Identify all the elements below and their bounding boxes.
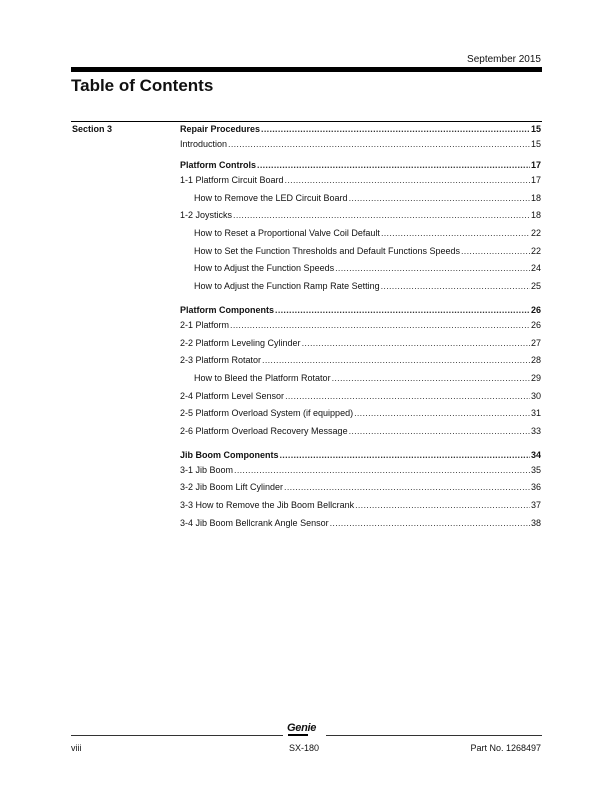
toc-entry[interactable] (180, 373, 541, 391)
toc-entry[interactable] (180, 338, 541, 356)
part-number: Part No. 1268497 (470, 743, 541, 753)
toc-entry-label: How to Bleed the Platform Rotator (194, 372, 331, 383)
toc-entry-label: 2-4 Platform Level Sensor (180, 390, 285, 401)
dot-leader (302, 338, 530, 349)
toc-entry-page: 17 (530, 175, 541, 185)
toc-entry[interactable] (180, 305, 541, 320)
toc-entry[interactable] (180, 355, 541, 373)
toc-entry[interactable] (180, 426, 541, 444)
toc-entry-label: Repair Procedures (180, 124, 261, 134)
toc-entry[interactable] (180, 263, 541, 281)
toc-entry[interactable] (180, 391, 541, 409)
toc-entry-page: 35 (530, 464, 541, 475)
toc-entry-page: 15 (530, 124, 541, 134)
toc-entry-page: 22 (530, 228, 541, 239)
toc-entry[interactable] (180, 175, 541, 193)
toc-entry-page: 15 (530, 139, 541, 149)
dot-leader (234, 465, 530, 476)
toc-entry[interactable] (180, 482, 541, 500)
toc-entry-label: 3-4 Jib Boom Bellcrank Angle Sensor (180, 517, 329, 528)
toc-entry-page: 26 (530, 304, 541, 315)
toc-entry-page: 28 (530, 355, 541, 366)
toc-entry-label: 3-3 How to Remove the Jib Boom Bellcrank (180, 500, 355, 510)
dot-leader (354, 408, 530, 419)
toc-entry[interactable] (180, 465, 541, 483)
dot-leader (285, 391, 530, 402)
toc-entry[interactable] (180, 228, 541, 246)
toc-entry-page: 24 (530, 263, 541, 274)
header-date: September 2015 (467, 54, 541, 65)
dot-leader (280, 450, 530, 461)
dot-leader (262, 355, 530, 366)
toc-entry-page: 18 (530, 210, 541, 221)
toc-entry[interactable] (180, 210, 541, 228)
toc-entry-page: 25 (530, 281, 541, 292)
toc-entry[interactable] (180, 124, 541, 139)
footer-rule-left (71, 735, 283, 736)
toc-entry-label: Platform Controls (180, 160, 257, 170)
toc-entry-page: 37 (530, 500, 541, 510)
toc-entry-page: 31 (530, 408, 541, 419)
dot-leader (285, 175, 530, 186)
page-title: Table of Contents (71, 76, 214, 95)
toc-entry-label: 3-1 Jib Boom (180, 464, 234, 475)
dot-leader (233, 210, 530, 221)
toc-entry[interactable] (180, 193, 541, 211)
toc-entry-label: How to Remove the LED Circuit Board (194, 192, 348, 203)
toc-entry-label: 1-1 Platform Circuit Board (180, 175, 284, 185)
toc-entry-label: How to Set the Function Thresholds and Default Functions Speeds (194, 245, 460, 256)
toc-entry[interactable] (180, 320, 541, 338)
toc-list (180, 124, 541, 535)
toc-entry[interactable] (180, 450, 541, 465)
header-bar (71, 67, 542, 72)
dot-leader (228, 139, 530, 150)
toc-entry[interactable] (180, 160, 541, 175)
footer-rule-right (326, 735, 542, 736)
toc-entry-page: 22 (530, 245, 541, 256)
dot-leader (335, 263, 530, 274)
dot-leader (284, 482, 530, 493)
dot-leader (355, 500, 530, 511)
toc-entry-label: How to Reset a Proportional Valve Coil Default (194, 228, 380, 239)
toc-entry-label: Introduction (180, 139, 228, 149)
toc-entry[interactable] (180, 281, 541, 299)
toc-entry-label: Jib Boom Components (180, 449, 279, 460)
toc-entry[interactable] (180, 518, 541, 536)
toc-entry-label: 2-5 Platform Overload System (if equipped) (180, 408, 354, 419)
toc-entry-label: 2-1 Platform (180, 319, 230, 330)
toc-entry-page: 17 (530, 160, 541, 170)
toc-entry[interactable] (180, 139, 541, 154)
model-name: SX-180 (289, 743, 320, 753)
toc-entry-label: 3-2 Jib Boom Lift Cylinder (180, 482, 284, 493)
dot-leader (381, 281, 530, 292)
toc-entry-page: 38 (530, 517, 541, 528)
dot-leader (261, 124, 530, 135)
logo-underline (288, 734, 308, 736)
toc-entry[interactable] (180, 246, 541, 264)
dot-leader (257, 160, 530, 171)
toc-entry-page: 18 (530, 192, 541, 203)
dot-leader (461, 246, 530, 257)
toc-entry-page: 26 (530, 319, 541, 330)
toc-entry-label: 2-3 Platform Rotator (180, 355, 262, 366)
divider (71, 121, 542, 122)
toc-entry-label: 1-2 Joysticks (180, 210, 233, 221)
genie-logo: Genie (287, 722, 317, 734)
toc-entry[interactable] (180, 500, 541, 518)
toc-entry-page: 29 (530, 372, 541, 383)
toc-entry-page: 36 (530, 482, 541, 493)
dot-leader (349, 193, 530, 204)
toc-entry-label: 2-2 Platform Leveling Cylinder (180, 337, 301, 348)
dot-leader (330, 518, 530, 529)
toc-entry-page: 27 (530, 337, 541, 348)
page-number: viii (71, 743, 82, 753)
section-label: Section 3 (72, 124, 113, 134)
dot-leader (332, 373, 530, 384)
toc-entry-page: 34 (530, 449, 541, 460)
dot-leader (349, 426, 530, 437)
dot-leader (230, 320, 530, 331)
toc-entry-label: How to Adjust the Function Speeds (194, 263, 335, 274)
toc-entry-label: Platform Components (180, 304, 275, 315)
dot-leader (275, 305, 530, 316)
toc-entry-label: 2-6 Platform Overload Recovery Message (180, 425, 348, 436)
toc-entry-page: 30 (530, 390, 541, 401)
toc-entry-page: 33 (530, 425, 541, 436)
dot-leader (381, 228, 530, 239)
toc-entry[interactable] (180, 408, 541, 426)
toc-entry-label: How to Adjust the Function Ramp Rate Setting (194, 281, 380, 292)
